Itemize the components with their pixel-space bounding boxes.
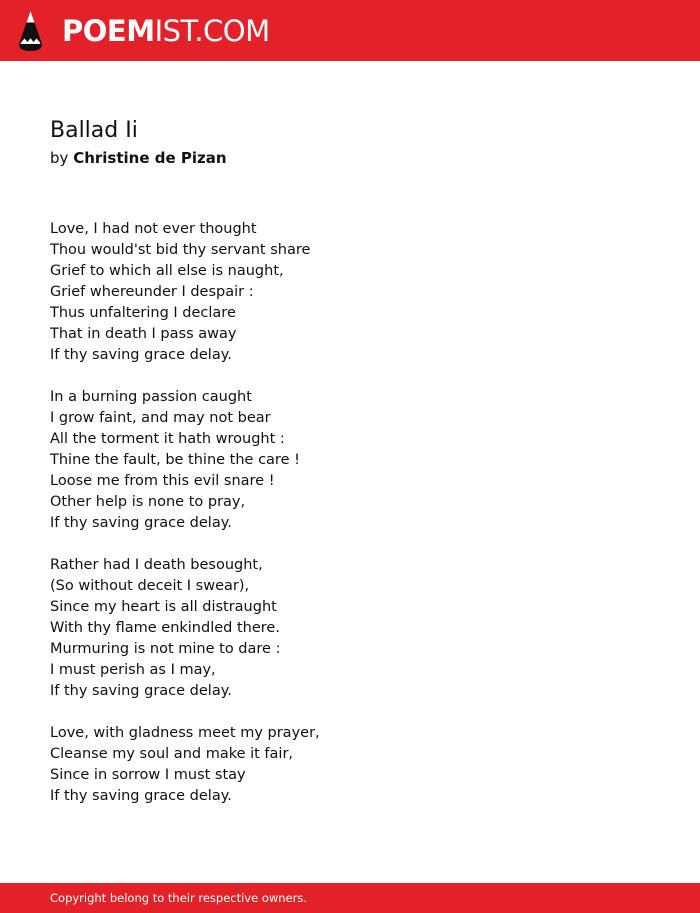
poem-line: Cleanse my soul and make it fair, (50, 746, 294, 762)
poem-line: Thus unfaltering I declare (50, 305, 236, 321)
poem-line: Loose me from this evil snare ! (50, 473, 275, 489)
poem-line: All the torment it hath wrought : (50, 431, 285, 447)
stanza (50, 723, 650, 807)
by-label: by (50, 149, 69, 167)
header-bar (0, 0, 700, 61)
brand-strong-text: POEM (62, 14, 155, 48)
poem-line: (So without deceit I swear), (50, 578, 250, 594)
poem-line: Since in sorrow I must stay (50, 767, 246, 783)
poem-body (50, 219, 650, 828)
site-logo-text[interactable] (62, 13, 270, 49)
poem-line: With thy flame enkindled there. (50, 620, 280, 636)
poem-line: Thou would'st bid thy servant share (50, 242, 311, 258)
brand-light-text: IST.COM (154, 14, 270, 48)
poem-line: Thine the fault, be thine the care ! (50, 452, 300, 468)
footer-bar (0, 883, 700, 913)
poem-line: In a burning passion caught (50, 389, 252, 405)
byline (50, 148, 650, 168)
stanza (50, 387, 650, 534)
poem-line: I grow faint, and may not bear (50, 410, 271, 426)
author-name: Christine de Pizan (73, 149, 227, 167)
poem-line: Rather had I death besought, (50, 557, 263, 573)
poem-line: Love, I had not ever thought (50, 221, 257, 237)
poem-line: That in death I pass away (50, 326, 237, 342)
copyright-text: Copyright belong to their respective owners. (50, 891, 308, 905)
poem-header (50, 117, 650, 168)
poem-line: Grief to which all else is naught, (50, 263, 284, 279)
poem-line: Murmuring is not mine to dare : (50, 641, 281, 657)
stanza (50, 219, 650, 366)
poem-line: Grief whereunder I despair : (50, 284, 254, 300)
poem-line: I must perish as I may, (50, 662, 216, 678)
poem-title: Ballad Ii (50, 118, 138, 143)
poem-line: If thy saving grace delay. (50, 788, 232, 804)
poem-line: If thy saving grace delay. (50, 683, 232, 699)
poem-line: Since my heart is all distraught (50, 599, 277, 615)
poem-line: If thy saving grace delay. (50, 347, 232, 363)
poem-line: Other help is none to pray, (50, 494, 246, 510)
stanza (50, 555, 650, 702)
pencil-tip-icon[interactable] (18, 10, 43, 52)
poem-line: If thy saving grace delay. (50, 515, 232, 531)
poem-line: Love, with gladness meet my prayer, (50, 725, 320, 741)
